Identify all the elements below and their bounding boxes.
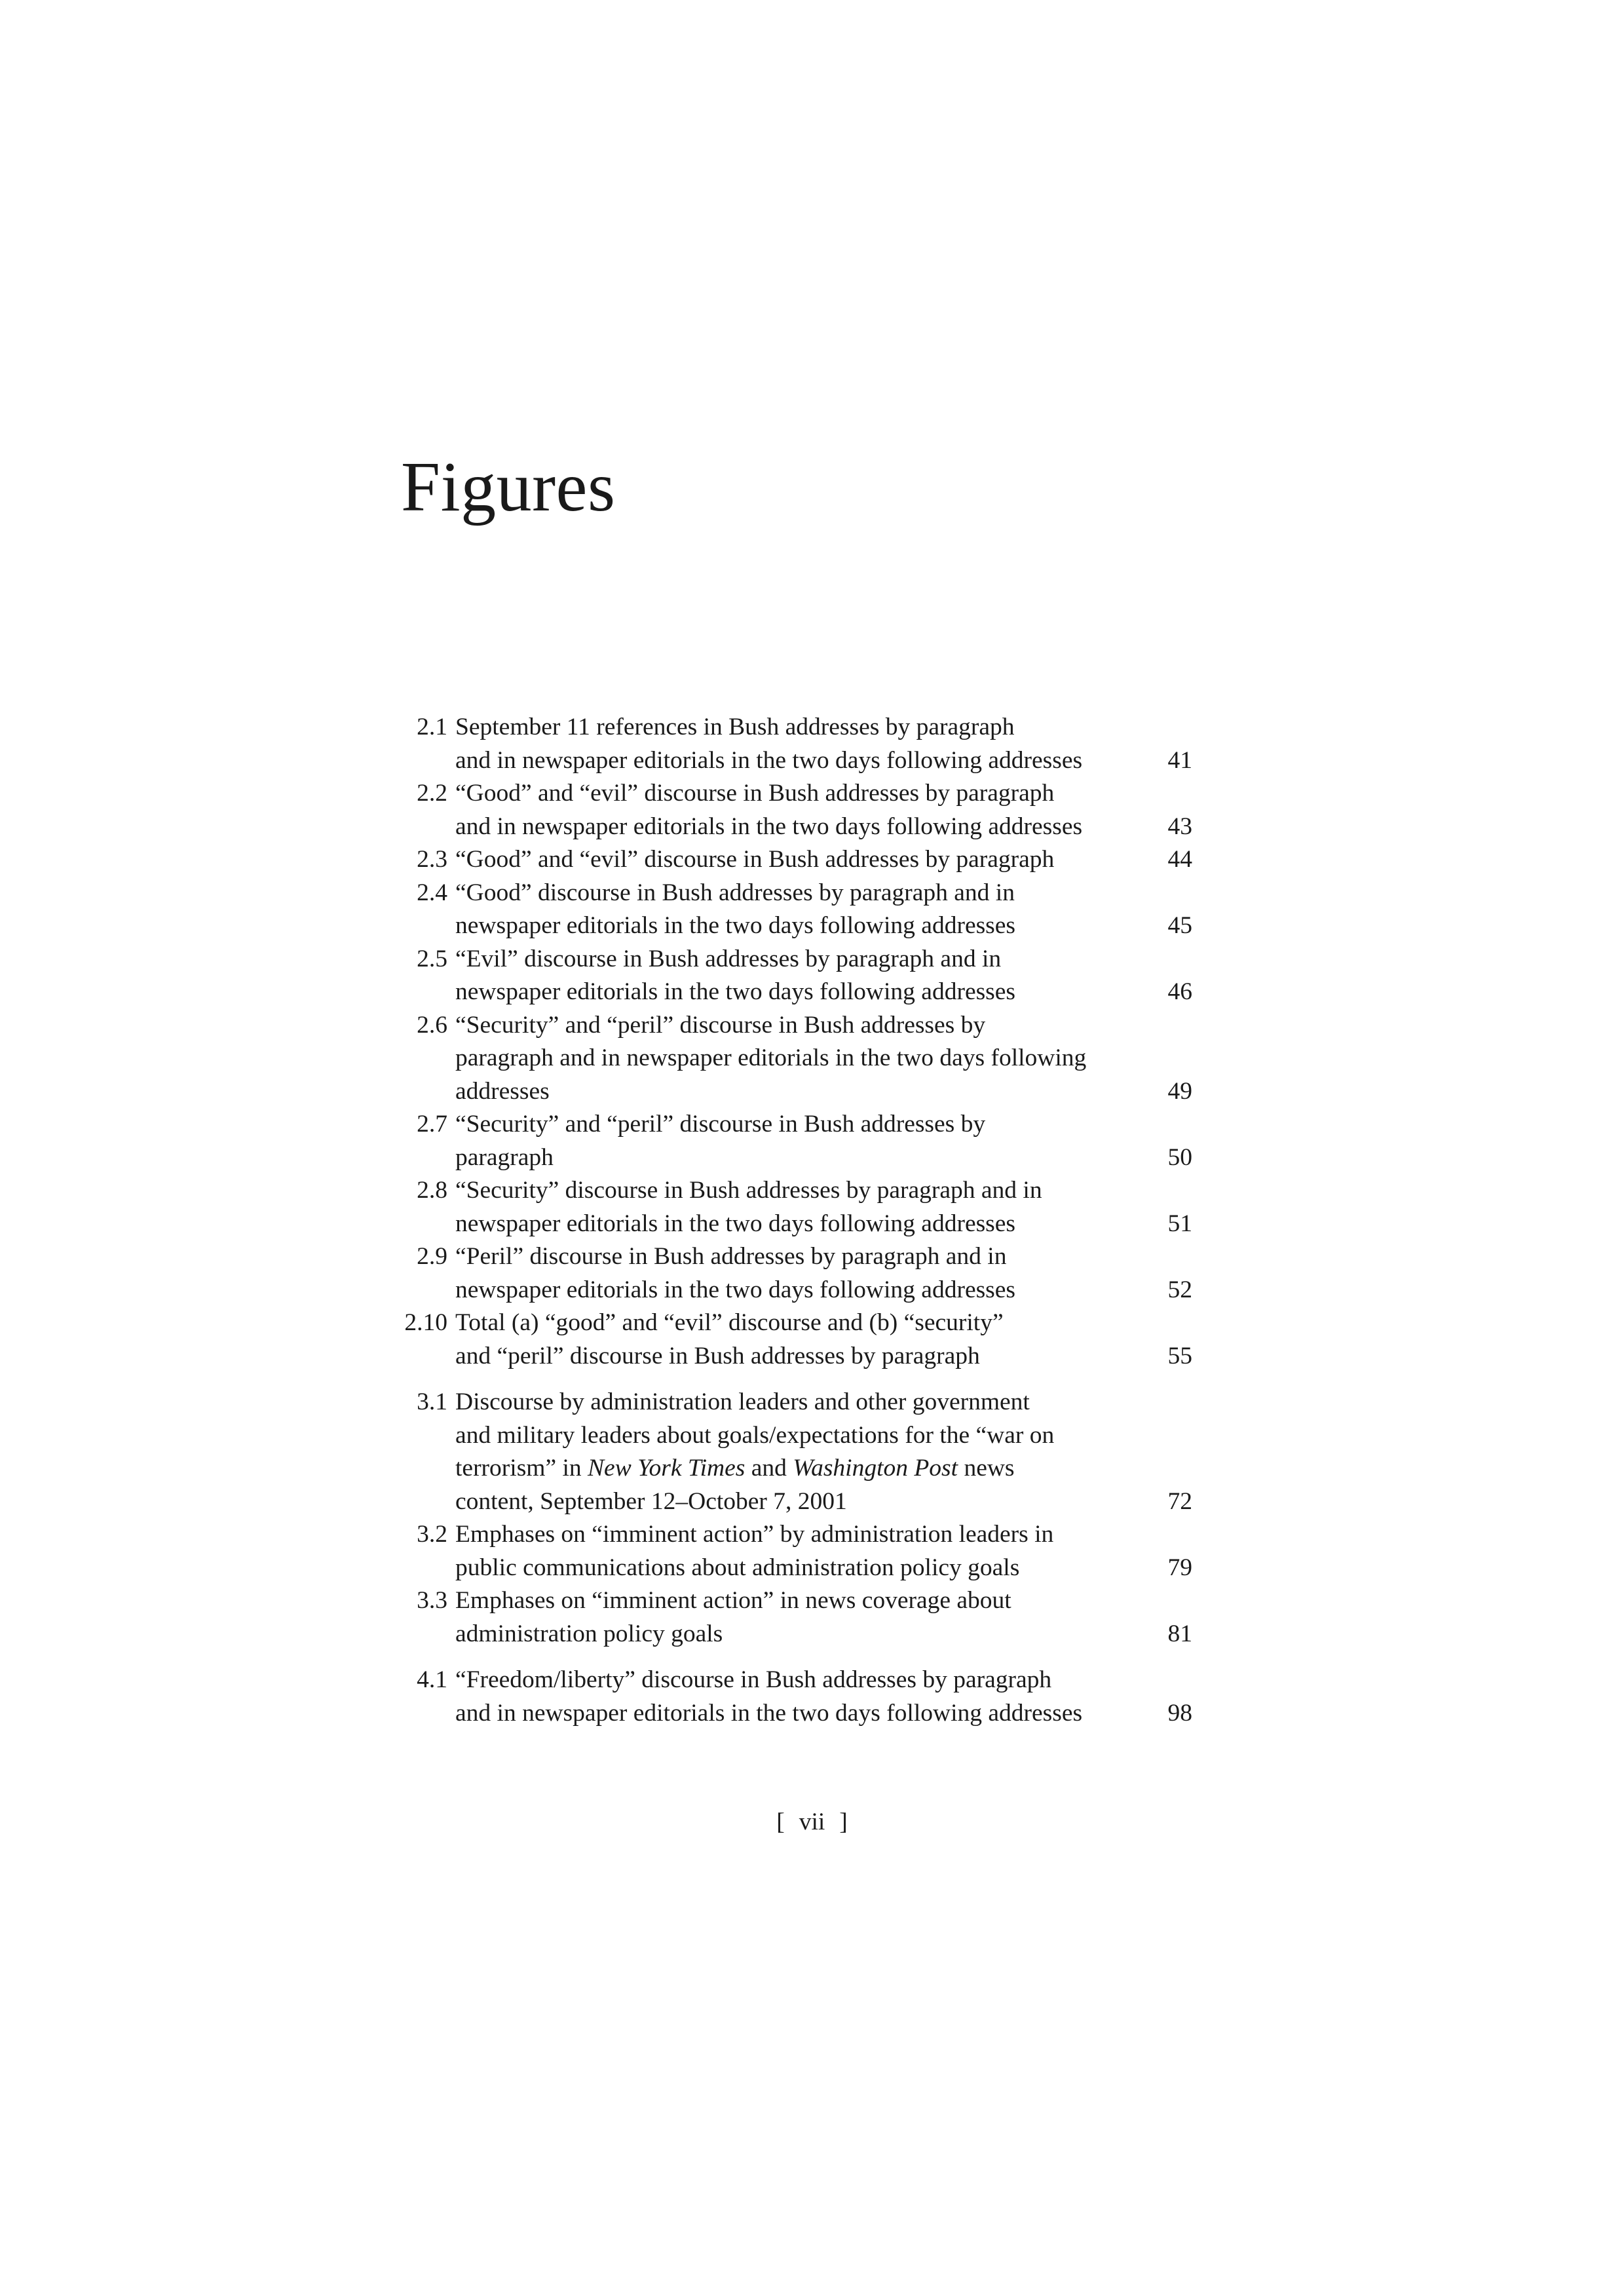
figure-caption-line: [455, 1452, 1135, 1485]
figure-entry-3-2: [396, 1518, 1192, 1584]
figure-caption-line: newspaper editorials in the two days following addresses: [455, 978, 1016, 1005]
figure-entry-2-7: [396, 1108, 1192, 1174]
figure-page-number: 52: [1167, 1276, 1192, 1303]
figure-page-number: 81: [1167, 1620, 1192, 1647]
figure-caption-line: administration policy goals: [455, 1620, 723, 1647]
figure-caption-line: content, September 12–October 7, 2001: [455, 1487, 847, 1515]
figure-entry-2-5: [396, 943, 1192, 1009]
figure-page-number: 45: [1167, 912, 1192, 939]
figure-number: 4.1: [417, 1666, 447, 1693]
publication-title: New York Times: [588, 1455, 746, 1482]
page-folio: [0, 1810, 1624, 1835]
figure-entry-2-1: [396, 711, 1192, 777]
figure-caption-line: “Security” discourse in Bush addresses by paragraph and in: [455, 1177, 1042, 1204]
figure-number: 2.4: [417, 879, 447, 906]
figure-number: 3.1: [417, 1388, 447, 1415]
figure-entry-2-8: [396, 1174, 1192, 1240]
figure-entry-2-6: [396, 1009, 1192, 1109]
figure-caption-line: “Evil” discourse in Bush addresses by paragraph and in: [455, 945, 1002, 972]
figure-caption-line: paragraph: [455, 1143, 554, 1171]
figure-caption-line: Total (a) “good” and “evil” discourse and (b) “security”: [455, 1309, 1004, 1336]
figure-page-number: 44: [1167, 846, 1192, 873]
figure-page-number: 51: [1167, 1210, 1192, 1237]
figure-caption-line: “Good” and “evil” discourse in Bush addresses by paragraph: [455, 780, 1055, 807]
figure-caption-line: Emphases on “imminent action” by administration leaders in: [455, 1521, 1054, 1548]
figure-entry-4-1: [396, 1664, 1192, 1730]
folio-page-number: vii: [799, 1808, 825, 1835]
figure-caption-line: newspaper editorials in the two days following addresses: [455, 1276, 1016, 1303]
figure-number: 2.5: [417, 945, 447, 972]
figure-number: 2.10: [404, 1309, 447, 1336]
figure-entry-3-3: [396, 1584, 1192, 1651]
figure-caption-line: and in newspaper editorials in the two days following addresses: [455, 746, 1083, 774]
figure-page-number: 50: [1167, 1143, 1192, 1171]
figure-caption-line: September 11 references in Bush addresses by paragraph: [455, 714, 1015, 740]
figure-caption-line: and military leaders about goals/expectations for the “war on: [455, 1421, 1055, 1449]
publication-title: Washington Post: [793, 1455, 958, 1482]
figure-list: [396, 711, 1192, 1730]
figure-caption-line: Emphases on “imminent action” in news coverage about: [455, 1587, 1011, 1614]
figure-number: 3.2: [417, 1521, 447, 1548]
figure-caption-line: and “peril” discourse in Bush addresses by paragraph: [455, 1342, 980, 1369]
figure-caption-line: and in newspaper editorials in the two days following addresses: [455, 813, 1083, 840]
figure-number: 2.6: [417, 1011, 447, 1039]
folio-bracket-open: [: [776, 1808, 785, 1835]
figure-number: 2.7: [417, 1111, 447, 1138]
figure-entry-3-1: [396, 1386, 1192, 1518]
figure-page-number: 79: [1167, 1554, 1192, 1581]
figure-entry-2-4: [396, 877, 1192, 943]
figure-caption-line: “Good” discourse in Bush addresses by paragraph and in: [455, 879, 1015, 906]
caption-text: terrorism” in: [455, 1455, 588, 1482]
figure-page-number: 46: [1167, 978, 1192, 1005]
figure-caption-line: public communications about administration policy goals: [455, 1554, 1020, 1581]
figure-number: 3.3: [417, 1587, 447, 1614]
figure-page-number: 41: [1167, 746, 1192, 774]
figure-caption-line: Discourse by administration leaders and other government: [455, 1388, 1030, 1415]
figure-caption-line: newspaper editorials in the two days following addresses: [455, 1210, 1016, 1237]
caption-text: news: [958, 1455, 1015, 1482]
page-title: Figures: [401, 448, 616, 526]
figure-caption-line: paragraph and in newspaper editorials in the two days following: [455, 1044, 1087, 1071]
caption-text: and: [745, 1455, 793, 1482]
figure-number: 2.2: [417, 780, 447, 807]
figure-entry-2-3: [396, 843, 1192, 877]
figure-number: 2.3: [417, 846, 447, 873]
figure-entry-2-9: [396, 1240, 1192, 1307]
figure-number: 2.9: [417, 1243, 447, 1270]
figure-caption-line: and in newspaper editorials in the two days following addresses: [455, 1699, 1083, 1727]
figure-page-number: 72: [1167, 1487, 1192, 1515]
figure-caption-line: “Peril” discourse in Bush addresses by paragraph and in: [455, 1243, 1007, 1270]
figure-entry-2-2: [396, 777, 1192, 843]
figure-page-number: 55: [1167, 1342, 1192, 1369]
folio-bracket-close: ]: [839, 1808, 848, 1835]
figure-caption-line: “Security” and “peril” discourse in Bush addresses by: [455, 1111, 986, 1138]
figure-number: 2.1: [417, 714, 447, 740]
figure-caption-line: addresses: [455, 1077, 550, 1105]
figure-caption-line: newspaper editorials in the two days following addresses: [455, 912, 1016, 939]
figure-page-number: 98: [1167, 1699, 1192, 1727]
figure-entry-2-10: [396, 1307, 1192, 1373]
figure-number: 2.8: [417, 1177, 447, 1204]
figure-caption-line: “Security” and “peril” discourse in Bush addresses by: [455, 1011, 986, 1039]
figure-page-number: 43: [1167, 813, 1192, 840]
figure-caption-line: “Good” and “evil” discourse in Bush addresses by paragraph: [455, 846, 1055, 873]
figure-caption-line: “Freedom/liberty” discourse in Bush addresses by paragraph: [455, 1666, 1052, 1693]
figure-page-number: 49: [1167, 1077, 1192, 1105]
